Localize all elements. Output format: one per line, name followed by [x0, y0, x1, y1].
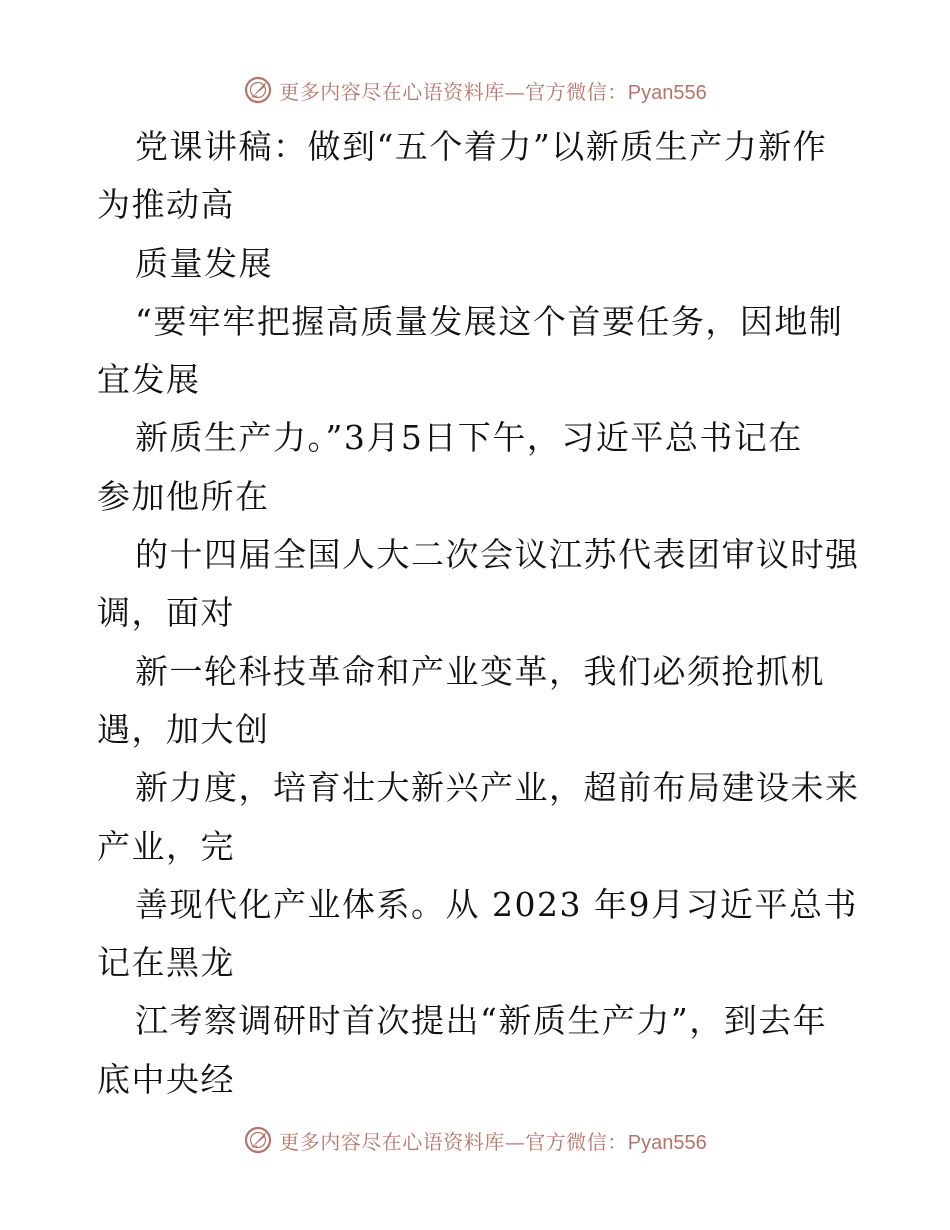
paragraph-line: 调，面对: [97, 593, 235, 633]
title-line: 为推动高: [97, 185, 235, 225]
paragraph-line: 江考察调研时首次提出“新质生产力”，到去年: [135, 1001, 828, 1041]
quill-pen-circle-icon: [243, 75, 273, 105]
paragraph-line: 善现代化产业体系。从 2023 年9月习近平总书: [135, 884, 858, 924]
paragraph-line: 参加他所在: [97, 476, 270, 516]
watermark-text: 更多内容尽在心语资料库—官方微信：Pyan556: [279, 79, 707, 104]
paragraph-line: 记在黑龙: [97, 943, 235, 983]
paragraph-line: 宜发展: [97, 360, 201, 400]
watermark-text: 更多内容尽在心语资料库—官方微信：Pyan556: [279, 1129, 707, 1154]
paragraph-line: 的十四届全国人大二次会议江苏代表团审议时强: [135, 535, 860, 575]
footer-watermark: [0, 1120, 950, 1160]
title-line: 质量发展: [135, 243, 273, 283]
header-watermark: [0, 70, 950, 110]
paragraph-line: 新力度，培育壮大新兴产业，超前布局建设未来: [135, 768, 860, 808]
paragraph-line: 遇，加大创: [97, 709, 270, 749]
quill-pen-circle-icon: [243, 1125, 273, 1155]
paragraph-line: 底中央经: [97, 1059, 235, 1099]
document-body: [97, 118, 860, 1109]
title-line: 党课讲稿：做到“五个着力”以新质生产力新作: [135, 127, 828, 166]
paragraph-line: 新一轮科技革命和产业变革，我们必须抢抓机: [135, 651, 825, 691]
paragraph-line: 产业，完: [97, 826, 235, 866]
paragraph-line: “要牢牢把握高质量发展这个首要任务，因地制: [135, 301, 844, 341]
paragraph-line: 新质生产力。”3月5日下午，习近平总书记在: [135, 418, 803, 458]
